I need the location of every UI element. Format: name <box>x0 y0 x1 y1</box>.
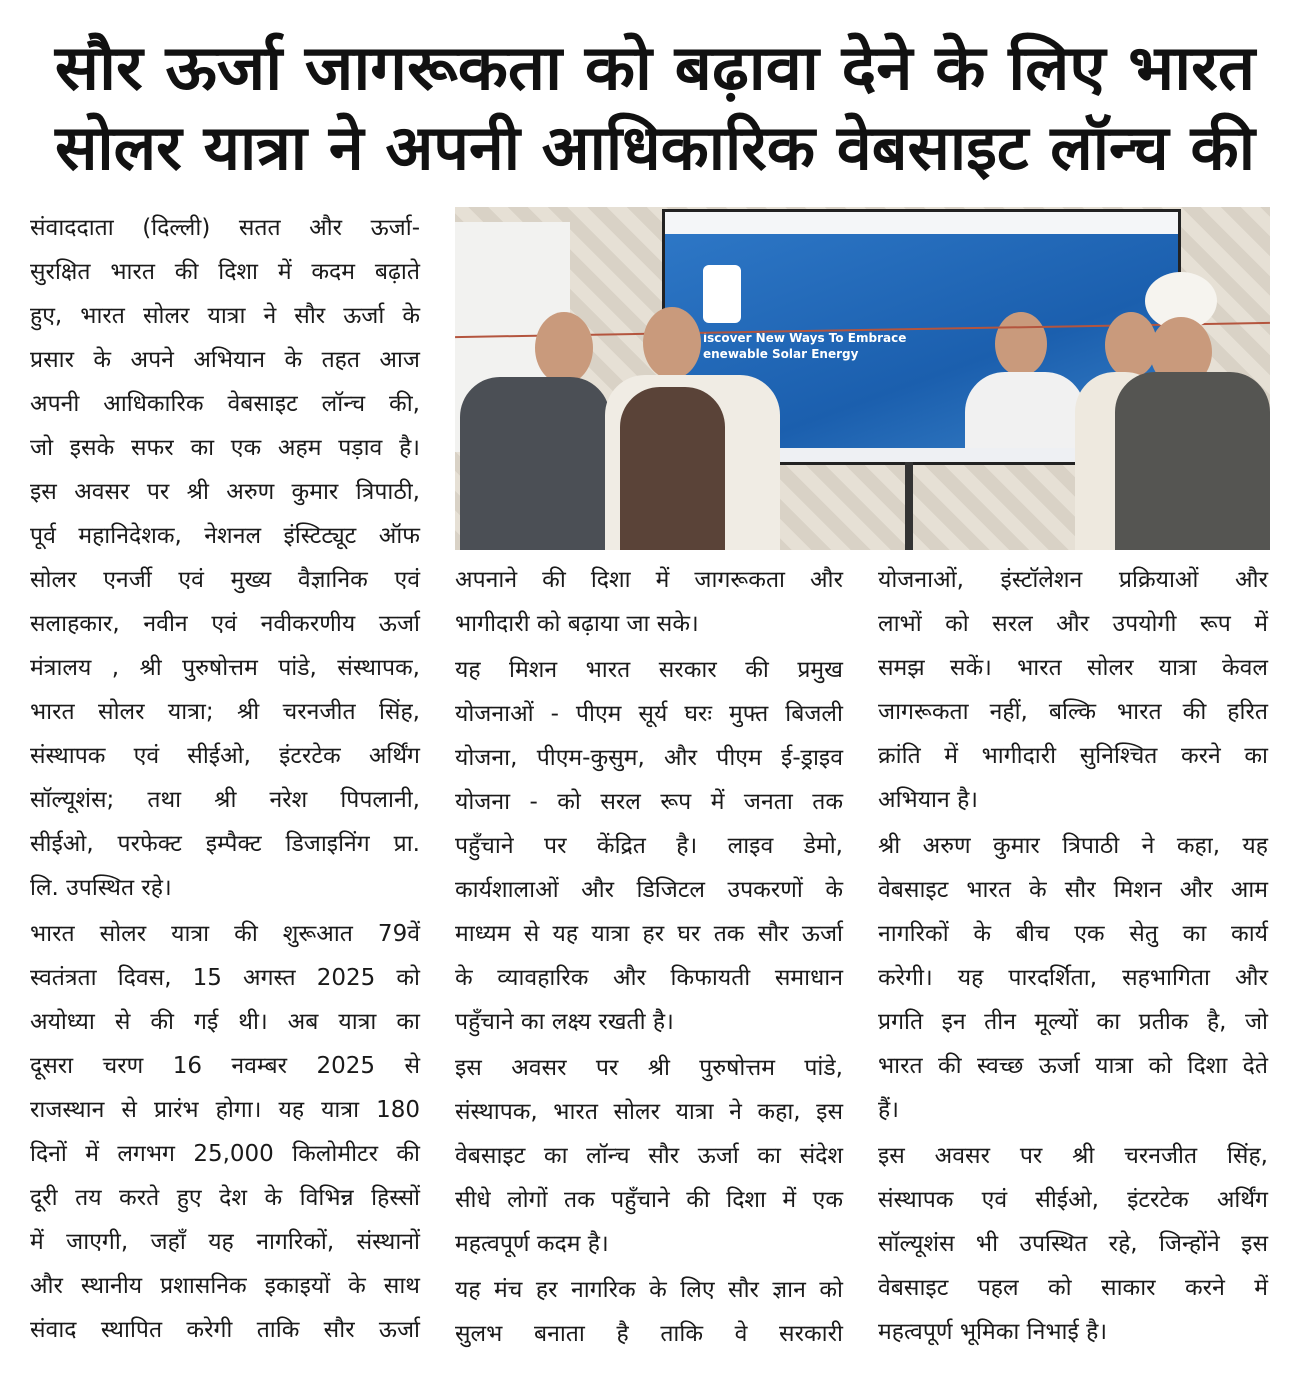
text-line: अभियान है। <box>878 787 979 813</box>
text-line: वेबसाइट का लॉन्च सौर ऊर्जा का संदेश <box>455 1143 843 1169</box>
paragraph <box>30 206 420 910</box>
text-line: इस अवसर पर श्री पुरुषोत्तम पांडे, <box>455 1055 843 1081</box>
person-3 <box>1105 312 1157 378</box>
hero-line-1: iscover New Ways To Embrace <box>703 331 907 345</box>
text-line: सोलर एनर्जी एवं मुख्य वैज्ञानिक एवं <box>30 567 420 593</box>
text-line: अपनी आधिकारिक वेबसाइट लॉन्च की, <box>30 391 420 417</box>
text-line: प्रगति इन तीन मूल्यों का प्रतीक है, जो <box>878 1009 1268 1035</box>
text-line: अपनाने की दिशा में जागरूकता और <box>455 567 843 593</box>
text-line: इस अवसर पर श्री चरनजीत सिंह, <box>878 1143 1268 1169</box>
screen-stand <box>905 462 913 550</box>
text-line: संस्थापक एवं सीईओ, इंटरटेक अर्थिंग <box>878 1187 1268 1213</box>
text-line: पूर्व महानिदेशक, नेशनल इंस्टिट्यूट ऑफ <box>30 523 420 549</box>
text-line: दिनों में लगभग 25,000 किलोमीटर की <box>30 1141 420 1167</box>
text-line: योजना - को सरल रूप में जनता तक <box>455 789 843 815</box>
text-line: इस अवसर पर श्री अरुण कुमार त्रिपाठी, <box>30 479 420 505</box>
text-line: नागरिकों के बीच एक सेतु का कार्य <box>878 921 1268 947</box>
text-line: यह मिशन भारत सरकार की प्रमुख <box>455 657 843 683</box>
website-nav-bar <box>665 212 1178 234</box>
text-line: स्वतंत्रता दिवस, 15 अगस्त 2025 को <box>30 965 420 991</box>
text-line: अयोध्या से की गई थी। अब यात्रा का <box>30 1009 420 1035</box>
headline <box>20 28 1290 188</box>
text-line: संस्थापक एवं सीईओ, इंटरटेक अर्थिंग <box>30 743 420 769</box>
news-photo <box>455 207 1270 550</box>
text-line: दूरी तय करते हुए देश के विभिन्न हिस्सों <box>30 1185 420 1211</box>
text-line: वेबसाइट भारत के सौर मिशन और आम <box>878 877 1268 903</box>
paragraph <box>455 1046 843 1266</box>
text-line: कार्यशालाओं और डिजिटल उपकरणों के <box>455 877 843 903</box>
text-line: भारत सोलर यात्रा; श्री चरनजीत सिंह, <box>30 699 420 725</box>
text-line: हैं। <box>878 1097 899 1123</box>
paragraph <box>878 1134 1268 1354</box>
text-line: योजनाओं, इंस्टॉलेशन प्रक्रियाओं और <box>878 567 1268 593</box>
text-line: सीईओ, परफेक्ट इम्पैक्ट डिजाइनिंग प्रा. <box>30 831 420 857</box>
paragraph <box>455 648 843 1044</box>
text-line: यह मंच हर नागरिक के लिए सौर ज्ञान को <box>455 1277 843 1303</box>
column-3 <box>878 558 1268 1356</box>
text-line: माध्यम से यह यात्रा हर घर तक सौर ऊर्जा <box>455 921 843 947</box>
text-line: मंत्रालय , श्री पुरुषोत्तम पांडे, संस्थापक, <box>30 655 420 681</box>
text-line: सलाहकार, नवीन एवं नवीकरणीय ऊर्जा <box>30 611 420 637</box>
text-line: योजनाओं - पीएम सूर्य घरः मुफ्त बिजली <box>455 701 843 727</box>
text-line: सुलभ बनाता है ताकि वे सरकारी <box>455 1321 843 1347</box>
text-line: संवाद स्थापित करेगी ताकि सौर ऊर्जा <box>30 1317 420 1343</box>
text-line: करेगी। यह पारदर्शिता, सहभागिता और <box>878 965 1268 991</box>
paragraph <box>878 824 1268 1132</box>
text-line: भागीदारी को बढ़ाया जा सके। <box>455 611 699 637</box>
text-line: लि. उपस्थित रहे। <box>30 875 172 901</box>
text-line: के व्यावहारिक और किफायती समाधान <box>455 965 843 991</box>
text-line: महत्वपूर्ण भूमिका निभाई है। <box>878 1319 1108 1345</box>
text-line: प्रसार के अपने अभियान के तहत आज <box>30 347 420 373</box>
paragraph <box>455 558 843 646</box>
person-2 <box>643 307 701 379</box>
text-line: पहुँचाने का लक्ष्य रखती है। <box>455 1009 674 1035</box>
text-line: भारत सोलर यात्रा की शुरूआत 79वें <box>30 921 420 947</box>
text-line: संस्थापक, भारत सोलर यात्रा ने कहा, इस <box>455 1099 843 1125</box>
text-line: योजना, पीएम-कुसुम, और पीएम ई-ड्राइव <box>455 745 843 771</box>
website-hero-text <box>703 330 906 362</box>
text-line: सॉल्यूशंस; तथा श्री नरेश पिपलानी, <box>30 787 420 813</box>
column-1 <box>30 206 420 1354</box>
text-line: जो इसके सफर का एक अहम पड़ाव है। <box>30 435 420 461</box>
text-line: सीधे लोगों तक पहुँचाने की दिशा में एक <box>455 1187 843 1213</box>
text-line: और स्थानीय प्रशासनिक इकाइयों के साथ <box>30 1273 420 1299</box>
website-logo <box>703 265 741 323</box>
paragraph <box>455 1268 843 1356</box>
headline-line-2: सोलर यात्रा ने अपनी आधिकारिक वेबसाइट लॉन्च की <box>55 111 1255 184</box>
column-2 <box>455 558 843 1358</box>
text-line: वेबसाइट पहल को साकार करने में <box>878 1275 1268 1301</box>
text-line: सॉल्यूशंस भी उपस्थित रहे, जिन्होंने इस <box>878 1231 1268 1257</box>
text-line: संवाददाता (दिल्ली) सतत और ऊर्जा- <box>30 215 420 241</box>
text-line: दूसरा चरण 16 नवम्बर 2025 से <box>30 1053 420 1079</box>
headline-line-1: सौर ऊर्जा जागरूकता को बढ़ावा देने के लिए भारत <box>54 31 1256 104</box>
text-line: हुए, भारत सोलर यात्रा ने सौर ऊर्जा के <box>30 303 420 329</box>
text-line: जागरूकता नहीं, बल्कि भारत की हरित <box>878 699 1268 725</box>
text-line: श्री अरुण कुमार त्रिपाठी ने कहा, यह <box>878 833 1268 859</box>
person-1 <box>535 312 593 384</box>
text-line: लाभों को सरल और उपयोगी रूप में <box>878 611 1268 637</box>
text-line: पहुँचाने पर केंद्रित है। लाइव डेमो, <box>455 833 843 859</box>
text-line: में जाएगी, जहाँ यह नागरिकों, संस्थानों <box>30 1229 420 1255</box>
text-line: क्रांति में भागीदारी सुनिश्चित करने का <box>878 743 1268 769</box>
text-line: राजस्थान से प्रारंभ होगा। यह यात्रा 180 <box>30 1097 420 1123</box>
text-line: सुरक्षित भारत की दिशा में कदम बढ़ाते <box>30 259 420 285</box>
paragraph <box>878 558 1268 822</box>
paragraph <box>30 912 420 1352</box>
text-line: समझ सकें। भारत सोलर यात्रा केवल <box>878 655 1268 681</box>
text-line: महत्वपूर्ण कदम है। <box>455 1231 609 1257</box>
text-line: भारत की स्वच्छ ऊर्जा यात्रा को दिशा देते <box>878 1053 1268 1079</box>
hero-line-2: enewable Solar Energy <box>703 347 859 361</box>
